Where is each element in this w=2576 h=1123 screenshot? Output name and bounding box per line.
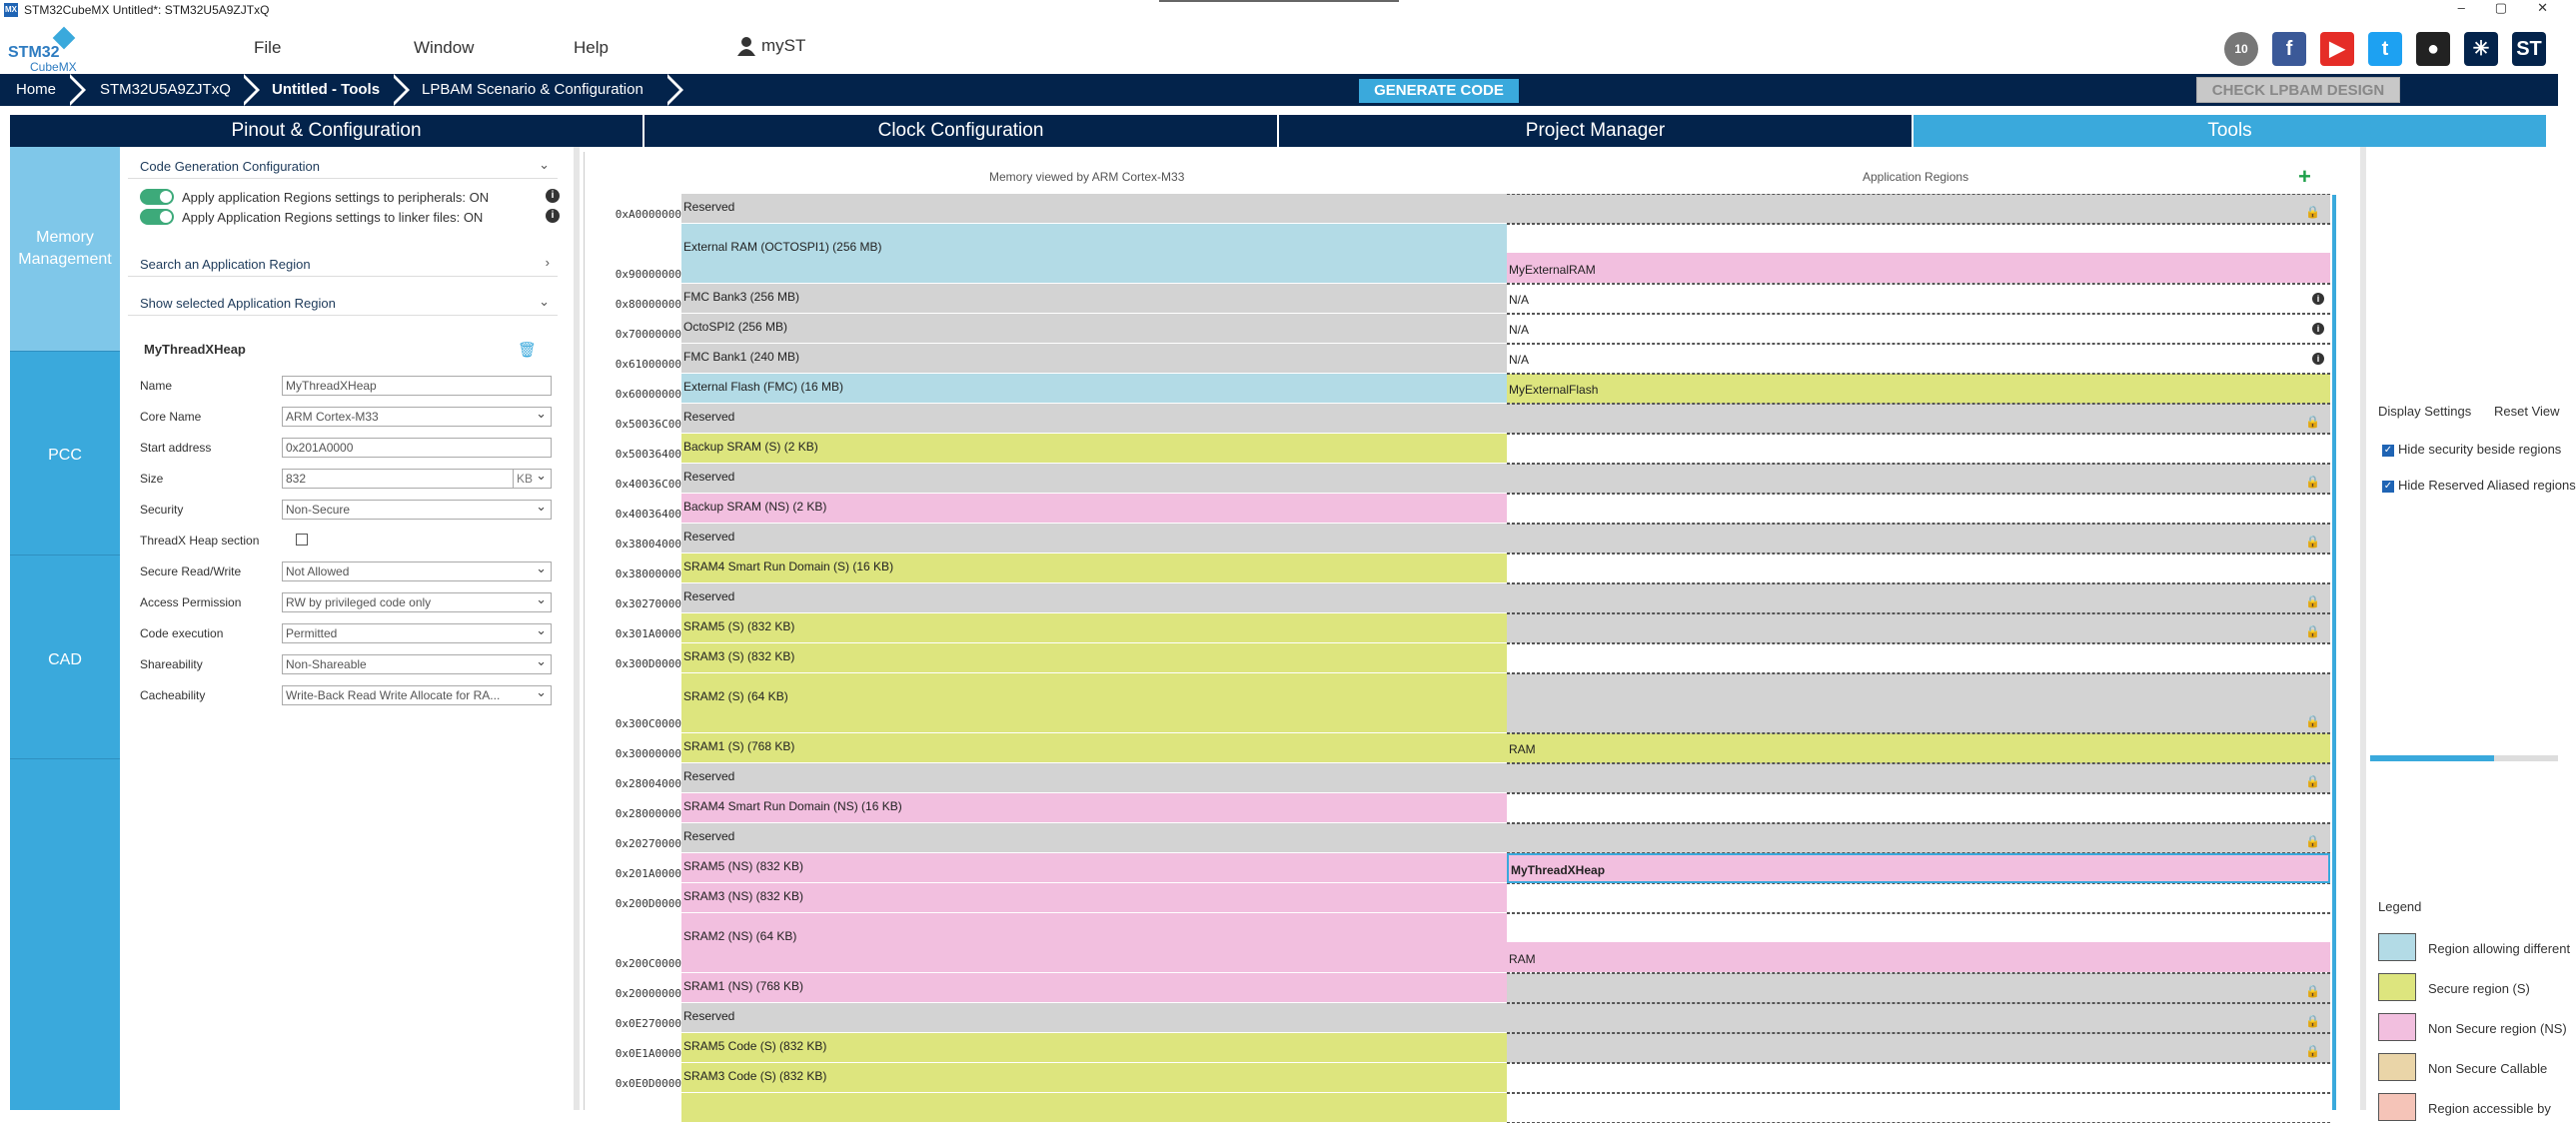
menu-help[interactable]: Help bbox=[574, 38, 609, 57]
memory-block[interactable]: Backup SRAM (S) (2 KB) bbox=[681, 434, 1507, 464]
region-config-panel bbox=[128, 147, 568, 1110]
memory-block[interactable]: SRAM1 (NS) (768 KB) bbox=[681, 973, 1507, 1003]
memory-block[interactable]: External Flash (FMC) (16 MB) bbox=[681, 374, 1507, 404]
st-logo-icon[interactable]: ST bbox=[2512, 32, 2546, 66]
info-icon[interactable]: i bbox=[546, 209, 560, 223]
property-label: Cacheability bbox=[140, 688, 206, 702]
add-region-icon[interactable]: + bbox=[2298, 164, 2311, 189]
memory-block[interactable]: OctoSPI2 (256 MB) bbox=[681, 314, 1507, 344]
chevron-right-icon: › bbox=[545, 255, 550, 270]
memory-block[interactable]: SRAM4 Smart Run Domain (NS) (16 KB) bbox=[681, 793, 1507, 823]
breadcrumb-separator bbox=[70, 74, 86, 106]
apply-peripherals-row bbox=[140, 187, 560, 207]
memory-address: 0x61000000 bbox=[615, 358, 681, 371]
memory-address: 0x20270000 bbox=[615, 837, 681, 850]
security-select[interactable] bbox=[282, 500, 552, 520]
property-label: Core Name bbox=[140, 410, 202, 424]
user-icon bbox=[737, 36, 755, 56]
property-row bbox=[140, 591, 560, 615]
checkbox-checked-icon: ✓ bbox=[2383, 480, 2393, 492]
lock-icon: 🔒 bbox=[2305, 475, 2320, 489]
memory-block[interactable]: Reserved bbox=[681, 583, 1507, 613]
region-fill bbox=[1507, 942, 2330, 972]
menu-window[interactable]: Window bbox=[414, 38, 475, 57]
application-region[interactable] bbox=[1507, 673, 2330, 733]
memory-address: 0x28004000 bbox=[615, 777, 681, 790]
lock-icon: 🔒 bbox=[2305, 1044, 2320, 1058]
application-region[interactable] bbox=[1507, 434, 2330, 464]
breadcrumb-lpbam[interactable]: LPBAM Scenario & Configuration bbox=[422, 81, 644, 98]
property-row bbox=[140, 684, 560, 708]
memory-address: 0x0E1A0000 bbox=[615, 1047, 681, 1060]
sidebar-divider bbox=[10, 351, 120, 352]
property-label: Code execution bbox=[140, 626, 224, 640]
breadcrumb bbox=[0, 74, 2558, 106]
cacheability-select[interactable] bbox=[282, 685, 552, 705]
region-label: MyExternalRAM bbox=[1509, 263, 1596, 277]
lock-icon: 🔒 bbox=[2305, 834, 2320, 848]
core-name-select[interactable] bbox=[282, 407, 552, 427]
memory-column-header: Memory viewed by ARM Cortex-M33 bbox=[989, 170, 1185, 184]
legend-item bbox=[2378, 973, 2558, 1003]
application-region[interactable] bbox=[1507, 494, 2330, 524]
field-value: ARM Cortex-M33 bbox=[286, 410, 379, 424]
region-label: MyThreadXHeap bbox=[1511, 863, 1606, 877]
application-region[interactable] bbox=[1507, 823, 2330, 853]
memory-address: 0x30270000 bbox=[615, 597, 681, 610]
apply-peripherals-toggle[interactable] bbox=[140, 189, 174, 205]
social-links bbox=[2224, 32, 2546, 66]
memory-block[interactable]: Backup SRAM (NS) (2 KB) bbox=[681, 494, 1507, 524]
logo-bottom-text: CubeMX bbox=[30, 60, 77, 74]
property-label: Security bbox=[140, 503, 184, 517]
window-title-bar bbox=[0, 0, 2558, 20]
lock-icon: 🔒 bbox=[2305, 415, 2320, 429]
tab-project-manager[interactable]: Project Manager bbox=[1279, 115, 1914, 147]
tab-pinout-configuration[interactable]: Pinout & Configuration bbox=[10, 115, 644, 147]
memory-block[interactable] bbox=[681, 1093, 1507, 1123]
property-row bbox=[140, 499, 560, 523]
breadcrumb-separator bbox=[394, 74, 410, 106]
sidebar-divider bbox=[10, 758, 120, 759]
breadcrumb-separator bbox=[244, 74, 260, 106]
hide-reserved-label: Hide Reserved Aliased regions bbox=[2398, 478, 2576, 493]
property-label: Size bbox=[140, 472, 164, 486]
memory-address: 0x28000000 bbox=[615, 807, 681, 820]
legend-label: Secure region (S) bbox=[2428, 981, 2530, 996]
memory-address: 0x70000000 bbox=[615, 328, 681, 341]
property-row bbox=[140, 561, 560, 584]
tools-sidebar bbox=[10, 147, 120, 1110]
chevron-down-icon: ⌄ bbox=[539, 157, 550, 172]
memory-block[interactable]: SRAM3 (NS) (832 KB) bbox=[681, 883, 1507, 913]
memory-address: 0x50036C00 bbox=[615, 418, 681, 431]
myst-menu[interactable] bbox=[737, 36, 805, 56]
memory-address: 0x300C0000 bbox=[615, 717, 681, 730]
legend-swatch bbox=[2378, 1013, 2416, 1041]
maximize-button[interactable]: ▢ bbox=[2494, 0, 2508, 15]
info-icon[interactable]: i bbox=[546, 189, 560, 203]
property-row bbox=[140, 530, 560, 554]
memory-address: 0x200C0000 bbox=[615, 957, 681, 970]
chevron-down-icon: ⌄ bbox=[539, 294, 550, 309]
property-label: Shareability bbox=[140, 657, 203, 671]
lock-icon: 🔒 bbox=[2305, 594, 2320, 608]
name-input[interactable] bbox=[282, 376, 552, 396]
info-icon[interactable]: i bbox=[2312, 353, 2324, 365]
memory-block[interactable]: SRAM3 (S) (832 KB) bbox=[681, 643, 1507, 673]
hide-reserved-checkbox[interactable] bbox=[2382, 478, 2576, 493]
splitter[interactable] bbox=[574, 147, 580, 1110]
section-title: Search an Application Region bbox=[140, 257, 311, 272]
breadcrumb-separator bbox=[667, 74, 683, 106]
application-region[interactable] bbox=[1507, 554, 2330, 583]
shareability-select[interactable] bbox=[282, 654, 552, 674]
memory-block[interactable]: SRAM3 Code (S) (832 KB) bbox=[681, 1063, 1507, 1093]
info-icon[interactable]: i bbox=[2312, 323, 2324, 335]
legend-item bbox=[2378, 1053, 2558, 1083]
property-row bbox=[140, 406, 560, 430]
generate-code-button[interactable]: GENERATE CODE bbox=[1359, 79, 1519, 103]
checkbox-checked-icon: ✓ bbox=[2383, 444, 2393, 456]
application-region[interactable] bbox=[1507, 883, 2330, 913]
memory-block[interactable]: Reserved bbox=[681, 524, 1507, 554]
application-region[interactable] bbox=[1507, 763, 2330, 793]
memory-block[interactable]: FMC Bank3 (256 MB) bbox=[681, 284, 1507, 314]
application-region[interactable] bbox=[1507, 1033, 2330, 1063]
memory-address: 0x40036400 bbox=[615, 508, 681, 521]
sidebar-divider bbox=[10, 555, 120, 556]
field-value: MyThreadXHeap bbox=[286, 379, 377, 393]
field-value: Non-Secure bbox=[286, 503, 351, 517]
trash-icon[interactable]: 🗑 bbox=[518, 342, 538, 359]
apply-linker-toggle[interactable] bbox=[140, 209, 174, 225]
region-label: N/A bbox=[1509, 293, 1530, 307]
tab-display-settings[interactable]: Display Settings bbox=[2378, 404, 2472, 419]
memory-block[interactable]: Reserved bbox=[681, 404, 1507, 434]
horizontal-scrollbar[interactable] bbox=[2370, 755, 2494, 761]
memory-block[interactable]: Reserved bbox=[681, 763, 1507, 793]
property-label: Secure Read/Write bbox=[140, 564, 242, 578]
application-region[interactable] bbox=[1507, 973, 2330, 1003]
info-icon[interactable]: i bbox=[2312, 293, 2324, 305]
application-region[interactable] bbox=[1507, 374, 2330, 404]
menu-file[interactable]: File bbox=[254, 38, 282, 57]
legend-item bbox=[2378, 1093, 2558, 1123]
legend-item bbox=[2378, 933, 2571, 963]
lock-icon: 🔒 bbox=[2305, 714, 2320, 728]
access-permission-select[interactable] bbox=[282, 592, 552, 612]
field-value: Not Allowed bbox=[286, 564, 350, 578]
application-region[interactable] bbox=[1507, 643, 2330, 673]
section-title: Show selected Application Region bbox=[140, 296, 336, 311]
breadcrumb-project[interactable]: Untitled - Tools bbox=[272, 81, 381, 98]
selected-region-name: MyThreadXHeap bbox=[144, 342, 246, 357]
memory-scrollbar[interactable] bbox=[2332, 195, 2336, 1110]
apply-linker-label: Apply Application Regions settings to linker files: ON bbox=[182, 210, 484, 225]
display-settings-panel bbox=[2368, 152, 2558, 1110]
memory-address: 0xA0000000 bbox=[615, 208, 681, 221]
memory-block[interactable]: SRAM1 (S) (768 KB) bbox=[681, 733, 1507, 763]
property-row bbox=[140, 653, 560, 677]
app-icon: MX bbox=[4, 3, 18, 17]
memory-address: 0x200D0000 bbox=[615, 897, 681, 910]
field-value: 832 bbox=[286, 472, 307, 486]
code-generation-section[interactable] bbox=[128, 153, 558, 179]
facebook-icon[interactable]: f bbox=[2272, 32, 2306, 66]
application-region[interactable] bbox=[1507, 524, 2330, 554]
application-region[interactable] bbox=[1507, 733, 2330, 763]
tab-clock-configuration[interactable]: Clock Configuration bbox=[644, 115, 1279, 147]
application-region[interactable] bbox=[1507, 1063, 2330, 1093]
memory-block[interactable]: FMC Bank1 (240 MB) bbox=[681, 344, 1507, 374]
region-label: RAM bbox=[1509, 952, 1536, 966]
memory-address: 0x301A0000 bbox=[615, 627, 681, 640]
legend-swatch bbox=[2378, 1093, 2416, 1121]
memory-address: 0x38004000 bbox=[615, 538, 681, 551]
window-title: STM32CubeMX Untitled*: STM32U5A9ZJTxQ bbox=[24, 3, 270, 17]
sidebar-item-pcc[interactable]: PCC bbox=[48, 447, 82, 464]
memory-address: 0x300D0000 bbox=[615, 657, 681, 670]
application-region[interactable] bbox=[1507, 1093, 2330, 1123]
application-region[interactable] bbox=[1507, 284, 2330, 314]
memory-block[interactable]: Reserved bbox=[681, 1003, 1507, 1033]
minimize-button[interactable]: – bbox=[2457, 0, 2465, 15]
memory-block[interactable]: SRAM5 (NS) (832 KB) bbox=[681, 853, 1507, 883]
application-region[interactable] bbox=[1507, 1003, 2330, 1033]
memory-address: 0x80000000 bbox=[615, 298, 681, 311]
secure-read-write-select[interactable] bbox=[282, 562, 552, 581]
twitter-icon[interactable]: t bbox=[2368, 32, 2402, 66]
legend-title: Legend bbox=[2378, 899, 2422, 914]
application-region[interactable] bbox=[1507, 464, 2330, 494]
youtube-icon[interactable]: ▶ bbox=[2320, 32, 2354, 66]
check-lpbam-design-button[interactable]: CHECK LPBAM DESIGN bbox=[2196, 77, 2400, 103]
region-label: RAM bbox=[1509, 742, 1536, 756]
property-label: Name bbox=[140, 379, 173, 393]
lock-icon: 🔒 bbox=[2305, 774, 2320, 788]
property-label: Access Permission bbox=[140, 595, 242, 609]
stm32cubemx-logo bbox=[6, 28, 76, 72]
field-value: Write-Back Read Write Allocate for RA... bbox=[286, 688, 501, 702]
application-region[interactable] bbox=[1507, 853, 2330, 883]
size-unit-select[interactable]: KB bbox=[513, 470, 553, 488]
close-button[interactable]: ✕ bbox=[2537, 0, 2548, 15]
network-icon[interactable]: ✳ bbox=[2464, 32, 2498, 66]
section-title: Code Generation Configuration bbox=[140, 159, 320, 174]
field-value: Non-Shareable bbox=[286, 657, 367, 671]
legend-swatch bbox=[2378, 973, 2416, 1001]
memory-address: 0x90000000 bbox=[615, 268, 681, 281]
main-tabs bbox=[10, 115, 2548, 147]
property-row bbox=[140, 468, 560, 492]
show-selected-section[interactable] bbox=[128, 290, 558, 316]
splitter[interactable] bbox=[2360, 147, 2366, 1110]
apply-peripherals-label: Apply application Regions settings to peripherals: ON bbox=[182, 190, 490, 205]
property-label: Start address bbox=[140, 441, 212, 455]
memory-block[interactable]: External RAM (OCTOSPI1) (256 MB) bbox=[681, 224, 1507, 284]
memory-address: 0x20000000 bbox=[615, 987, 681, 1000]
memory-address: 0x30000000 bbox=[615, 747, 681, 760]
region-label: N/A bbox=[1509, 353, 1530, 367]
application-region[interactable] bbox=[1507, 583, 2330, 613]
legend-label: Non Secure Callable bbox=[2428, 1061, 2548, 1076]
region-label: N/A bbox=[1509, 323, 1530, 337]
legend-swatch bbox=[2378, 1053, 2416, 1081]
application-region[interactable] bbox=[1507, 194, 2330, 224]
start-address-input[interactable] bbox=[282, 438, 552, 458]
field-value: Permitted bbox=[286, 626, 338, 640]
application-region[interactable] bbox=[1507, 404, 2330, 434]
tab-tools[interactable]: Tools bbox=[1914, 115, 2548, 147]
lock-icon: 🔒 bbox=[2305, 535, 2320, 549]
sidebar-item-cad[interactable]: CAD bbox=[48, 651, 82, 668]
title-indicator bbox=[1159, 0, 1399, 2]
field-value: RW by privileged code only bbox=[286, 595, 432, 609]
breadcrumb-home[interactable]: Home bbox=[16, 81, 57, 98]
legend-item bbox=[2378, 1013, 2567, 1043]
memory-address: 0x60000000 bbox=[615, 388, 681, 401]
hide-security-checkbox[interactable] bbox=[2382, 442, 2562, 457]
threadx-heap-section-checkbox[interactable] bbox=[296, 534, 308, 546]
lock-icon: 🔒 bbox=[2305, 1014, 2320, 1028]
lock-icon: 🔒 bbox=[2305, 984, 2320, 998]
apply-linker-row bbox=[140, 207, 560, 227]
memory-block[interactable]: Reserved bbox=[681, 464, 1507, 494]
application-region[interactable] bbox=[1507, 793, 2330, 823]
lock-icon: 🔒 bbox=[2305, 624, 2320, 638]
memory-address: 0x50036400 bbox=[615, 448, 681, 461]
property-label: ThreadX Heap section bbox=[140, 534, 260, 548]
memory-address: 0x0E0D0000 bbox=[615, 1077, 681, 1090]
myst-label: myST bbox=[761, 36, 806, 55]
tab-reset-view[interactable]: Reset View bbox=[2494, 404, 2560, 419]
property-row bbox=[140, 437, 560, 461]
legend-label: Non Secure region (NS) bbox=[2428, 1021, 2567, 1036]
window-controls bbox=[2458, 0, 2548, 16]
application-region[interactable] bbox=[1507, 314, 2330, 344]
legend-swatch bbox=[2378, 933, 2416, 961]
logo-top-text: STM32 bbox=[8, 44, 60, 61]
breadcrumb-device[interactable]: STM32U5A9ZJTxQ bbox=[100, 81, 231, 98]
memory-address: 0x38000000 bbox=[615, 567, 681, 580]
legend-label: Region accessible by bbox=[2428, 1101, 2551, 1116]
memory-address: 0x201A0000 bbox=[615, 867, 681, 880]
search-region-section[interactable] bbox=[128, 251, 558, 277]
memory-block[interactable]: Reserved bbox=[681, 194, 1507, 224]
application-region[interactable] bbox=[1507, 224, 2330, 284]
region-label: MyExternalFlash bbox=[1509, 383, 1599, 397]
property-row bbox=[140, 622, 560, 646]
memory-block[interactable]: SRAM5 Code (S) (832 KB) bbox=[681, 1033, 1507, 1063]
memory-address: 0x0E270000 bbox=[615, 1017, 681, 1030]
region-fill bbox=[1507, 253, 2330, 283]
application-region[interactable] bbox=[1507, 344, 2330, 374]
sidebar-item-memory-management[interactable]: Memory Management bbox=[10, 147, 120, 351]
memory-block[interactable]: SRAM5 (S) (832 KB) bbox=[681, 613, 1507, 643]
anniversary-icon[interactable]: 10 bbox=[2224, 32, 2258, 66]
property-row bbox=[140, 375, 560, 399]
memory-block[interactable]: SRAM4 Smart Run Domain (S) (16 KB) bbox=[681, 554, 1507, 583]
github-icon[interactable]: ● bbox=[2416, 32, 2450, 66]
memory-block[interactable]: Reserved bbox=[681, 823, 1507, 853]
application-region[interactable] bbox=[1507, 913, 2330, 973]
lock-icon: 🔒 bbox=[2305, 205, 2320, 219]
memory-block[interactable]: SRAM2 (NS) (64 KB) bbox=[681, 913, 1507, 973]
code-execution-select[interactable] bbox=[282, 623, 552, 643]
legend-label: Region allowing different bbox=[2428, 941, 2571, 956]
application-region[interactable] bbox=[1507, 613, 2330, 643]
menu-bar bbox=[0, 20, 2558, 74]
size-input[interactable] bbox=[282, 469, 552, 489]
hide-security-label: Hide security beside regions bbox=[2398, 442, 2562, 457]
field-value: 0x201A0000 bbox=[286, 441, 354, 455]
regions-column-header: Application Regions bbox=[1863, 170, 1969, 184]
memory-address: 0x40036C00 bbox=[615, 478, 681, 491]
memory-block[interactable]: SRAM2 (S) (64 KB) bbox=[681, 673, 1507, 733]
